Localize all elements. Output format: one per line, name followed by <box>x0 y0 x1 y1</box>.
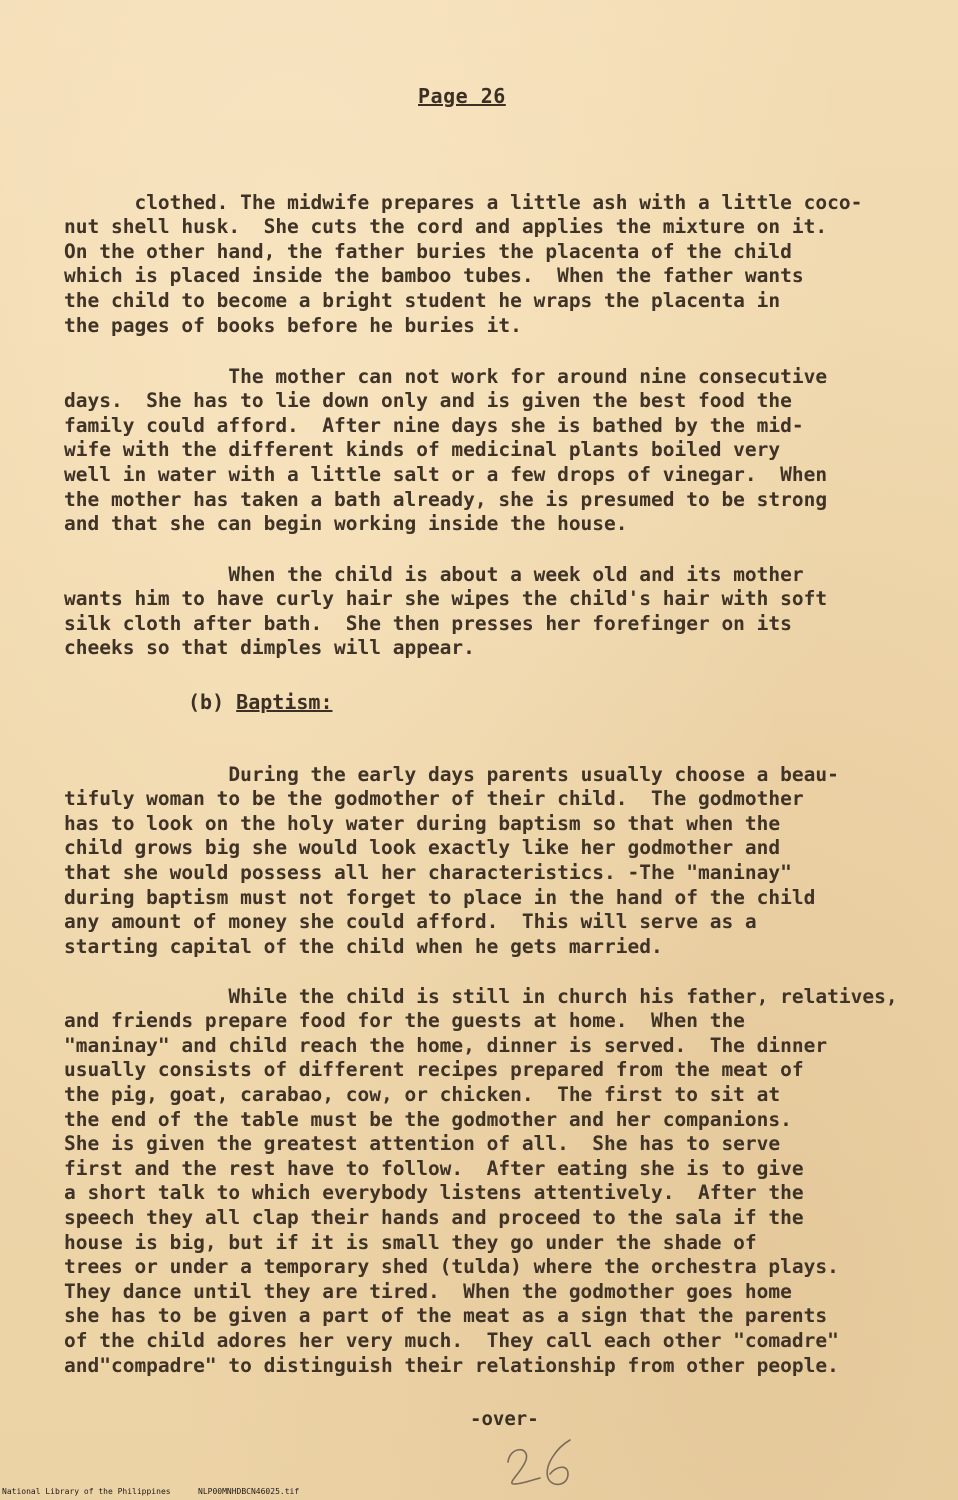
page-footer-over: -over- <box>470 1408 539 1430</box>
section-heading <box>188 690 333 714</box>
paragraph-line: the pig, goat, carabao, cow, or chicken. The first to sit at <box>64 1082 781 1106</box>
paragraph-line: tifuly woman to be the godmother of their child. The godmother <box>64 787 804 811</box>
paragraph-line: any amount of money she could afford. This will serve as a <box>64 910 757 934</box>
paragraph-line: the child to become a bright student he wraps the placenta in <box>64 288 781 312</box>
paragraph-line: nut shell husk. She cuts the cord and applies the mixture on it. <box>64 215 828 239</box>
paragraph-line: child grows big she would look exactly like her godmother and <box>64 836 781 860</box>
paragraph-line: of the child adores her very much. They call each other "comadre" <box>64 1328 839 1352</box>
paragraph-line: During the early days parents usually choose a beau- <box>134 762 839 786</box>
paragraph-line: and that she can begin working inside the house. <box>64 512 628 536</box>
paragraph-line: family could afford. After nine days she is bathed by the mid- <box>64 413 804 437</box>
paragraph-line: She is given the greatest attention of all. She has to serve <box>64 1132 781 1156</box>
paragraph-line: during baptism must not forget to place in the hand of the child <box>64 885 816 909</box>
paragraph-4 <box>64 738 839 984</box>
page-number: Page 26 <box>418 84 506 108</box>
paragraph-line: cheeks so that dimples will appear. <box>64 636 475 660</box>
paragraph-line: silk cloth after bath. She then presses her forefinger on its <box>64 611 792 635</box>
paragraph-line: starting capital of the child when he gets married. <box>64 934 663 958</box>
paragraph-line: and"compadre" to distinguish their relationship from other people. <box>64 1353 839 1377</box>
paragraph-line: While the child is still in church his father, relatives, <box>134 984 898 1008</box>
paragraph-line: the pages of books before he buries it. <box>64 313 522 337</box>
paragraph-line: that she would possess all her characteristics. -The "maninay" <box>64 860 792 884</box>
archive-footer <box>0 1484 958 1500</box>
paragraph-line: and friends prepare food for the guests at home. When the <box>64 1009 745 1033</box>
paragraph-line: wants him to have curly hair she wipes the child's hair with soft <box>64 587 828 611</box>
paragraph-line: has to look on the holy water during baptism so that when the <box>64 811 781 835</box>
handwritten-page-number <box>500 1432 590 1492</box>
paragraph-line: The mother can not work for around nine consecutive <box>134 364 828 388</box>
paragraph-line: speech they all clap their hands and proceed to the sala if the <box>64 1205 804 1229</box>
paragraph-line: a short talk to which everybody listens attentively. After the <box>64 1181 804 1205</box>
paragraph-line: which is placed inside the bamboo tubes. When the father wants <box>64 264 804 288</box>
paragraph-line: trees or under a temporary shed (tulda) where the orchestra plays. <box>64 1255 839 1279</box>
paragraph-line: house is big, but if it is small they go under the shade of <box>64 1230 757 1254</box>
paragraph-line: well in water with a little salt or a few drops of vinegar. When <box>64 462 828 486</box>
paragraph-line: usually consists of different recipes prepared from the meat of <box>64 1058 804 1082</box>
paragraph-line: clothed. The midwife prepares a little ash with a little coco- <box>134 190 863 214</box>
section-heading-prefix: (b) <box>188 690 237 714</box>
paragraph-2 <box>64 340 827 561</box>
paragraph-3 <box>64 538 827 686</box>
paragraph-5 <box>64 960 898 1403</box>
paragraph-line: the end of the table must be the godmother and her companions. <box>64 1107 792 1131</box>
paragraph-1 <box>64 166 862 363</box>
archive-library: National Library of the Philippines <box>2 1487 171 1496</box>
section-heading-title: Baptism: <box>236 690 333 714</box>
paragraph-line: the mother has taken a bath already, she is presumed to be strong <box>64 487 828 511</box>
paragraph-line: "maninay" and child reach the home, dinner is served. The dinner <box>64 1033 828 1057</box>
paragraph-line: They dance until they are tired. When the godmother goes home <box>64 1279 792 1303</box>
paragraph-line: she has to be given a part of the meat as a sign that the parents <box>64 1304 828 1328</box>
paragraph-line: When the child is about a week old and its mother <box>134 562 804 586</box>
archive-filename: NLP00MNHDBCN46025.tif <box>198 1487 300 1496</box>
paragraph-line: first and the rest have to follow. After eating she is to give <box>64 1156 804 1180</box>
paragraph-line: wife with the different kinds of medicinal plants boiled very <box>64 438 781 462</box>
paragraph-line: days. She has to lie down only and is given the best food the <box>64 389 792 413</box>
paragraph-line: On the other hand, the father buries the placenta of the child <box>64 239 792 263</box>
